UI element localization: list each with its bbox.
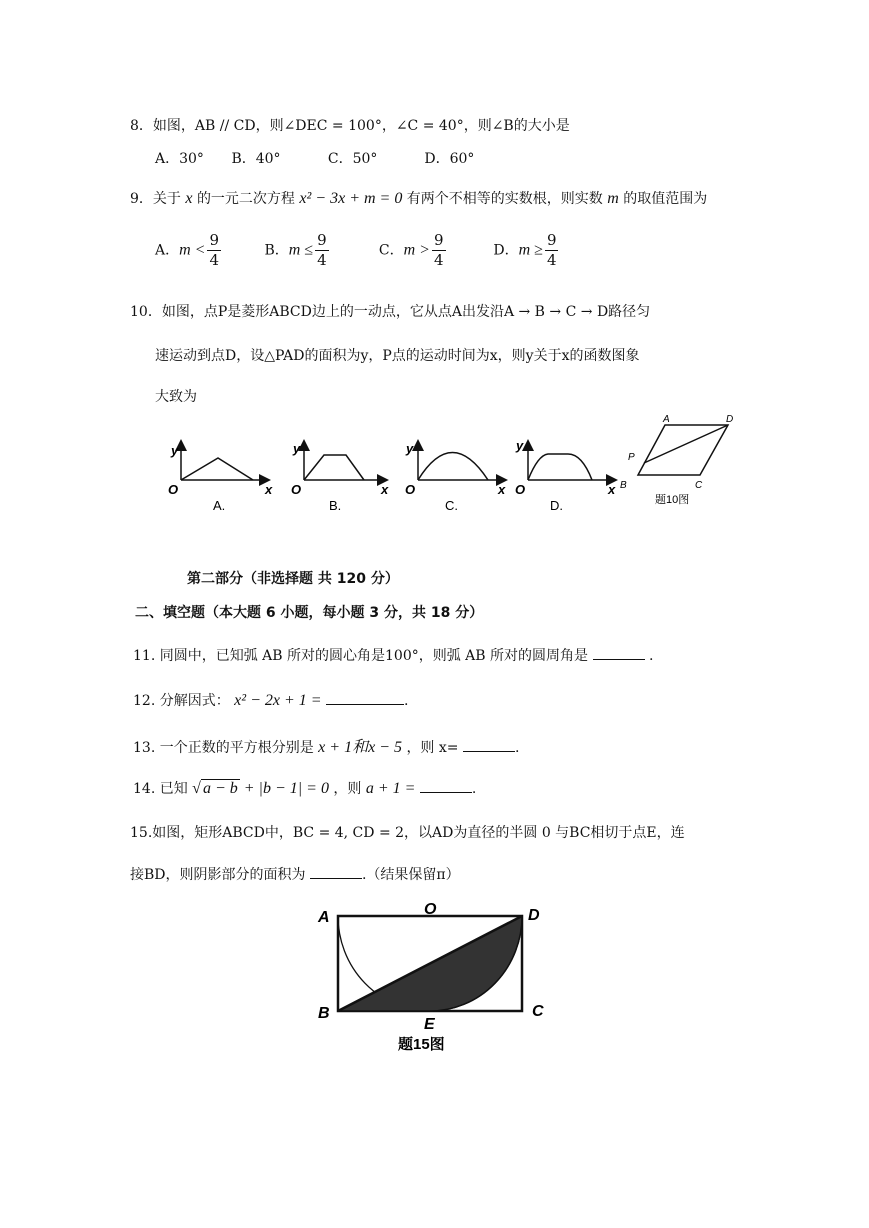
q10-b-o: O: [291, 482, 302, 497]
q13-answer-blank[interactable]: [463, 737, 515, 752]
q13-expr: x + 1和x − 5: [318, 739, 402, 756]
q15-line1: 15.如图，矩形ABCD中，BC = 4, CD = 2，以AD为直径的半圆 0 与BC相切于点E，连: [130, 825, 685, 841]
q15-caption: 题15图: [398, 1036, 445, 1053]
q10-rh-p: P: [628, 452, 635, 463]
q10-graph-a: [168, 442, 273, 513]
q13: [133, 734, 519, 757]
q10-d-label: D.: [550, 498, 563, 513]
q12-tail: .: [404, 693, 409, 709]
q10-a-label: A.: [213, 498, 226, 513]
q10-line2: 速运动到点D，设△PAD的面积为y，P点的运动时间为x，则y关于x的函数图象: [155, 348, 640, 364]
q10-c-o: O: [405, 482, 416, 497]
q10-line3: 大致为: [155, 389, 197, 405]
q10-c-label: C.: [445, 498, 458, 513]
q9-option-a: A．m < $\frac{9}{4}$: [155, 231, 220, 269]
q10-graph-b: [291, 441, 389, 513]
q10-a-o: O: [168, 482, 179, 497]
q10-c-x: x: [498, 482, 506, 497]
q15-label-d: D: [528, 907, 540, 924]
q14-expr2: a + 1 =: [365, 780, 416, 797]
q15-answer-blank[interactable]: [310, 864, 362, 879]
q9-options: [155, 233, 560, 268]
q12-answer-blank[interactable]: [326, 690, 404, 705]
q10-rh-a: A: [663, 414, 670, 425]
q11-tail: .: [648, 648, 654, 664]
q10-d-y: y: [516, 438, 524, 453]
q14-mid: ，则: [333, 781, 362, 797]
q10-rhombus-figure: [620, 414, 733, 506]
q15-text-end: .（结果保留π）: [361, 867, 460, 883]
q9-text-start: 9．关于: [130, 191, 181, 207]
q14-answer-blank[interactable]: [420, 778, 472, 793]
q9-option-c: C．m > $\frac{9}{4}$: [378, 231, 444, 269]
q8-option-b: B．40°: [231, 151, 281, 167]
section-fill-in: 二、填空题（本大题 6 小题，每小题 3 分，共 18 分）: [135, 605, 484, 621]
q13-mid: ，则 x=: [406, 740, 459, 756]
q9-text-end: 有两个不相等的实数根，则实数: [406, 191, 603, 207]
q9-var-x: x: [185, 190, 193, 207]
q15-label-o: O: [424, 901, 437, 918]
q9-text-tail: 的取值范围为: [623, 191, 708, 207]
q15-text-start: 接BD，则阴影部分的面积为: [130, 867, 306, 883]
q10-b-label: B.: [329, 498, 342, 513]
q13-text: 13. 一个正数的平方根分别是: [133, 740, 314, 756]
q11: [133, 645, 653, 665]
q14: [133, 778, 476, 798]
q10-b-x: x: [381, 482, 389, 497]
q14-expr: √ a − b + |b − 1| = 0: [192, 780, 329, 797]
q14-tail: .: [471, 781, 477, 797]
q8-option-c: C．50°: [327, 151, 378, 167]
q12-text: 12. 分解因式：: [133, 693, 230, 709]
q10-a-x: x: [265, 482, 273, 497]
q10-figures: [158, 410, 758, 520]
q14-sqrt-arg: a − b: [202, 780, 238, 797]
q10-rh-c: C: [695, 480, 703, 491]
q11-answer-blank[interactable]: [593, 645, 645, 660]
q11-text: 11. 同圆中，已知弧 AB 所对的圆心角是100°，则弧 AB 所对的圆周角是: [133, 648, 589, 664]
q9-option-b: B．m ≤ $\frac{9}{4}$: [264, 231, 327, 269]
q9-option-d: D．m ≥ $\frac{9}{4}$: [493, 231, 557, 269]
q8-options: [155, 148, 474, 168]
q12-expr: x² − 2x + 1 =: [234, 692, 322, 709]
q10-b-y: y: [293, 441, 301, 456]
q9-var-m: m: [607, 190, 619, 207]
q8-option-a: A．30°: [155, 151, 204, 167]
q9-text-mid: 的一元二次方程: [196, 191, 295, 207]
q15-label-a: A: [318, 909, 330, 926]
q15-label-e: E: [424, 1016, 435, 1033]
q10-a-y: y: [171, 443, 179, 458]
q10-line1: 10．如图，点P是菱形ABCD边上的一动点，它从点A出发沿A → B → C → D路径匀: [130, 304, 651, 320]
q15-figure: [310, 898, 560, 1058]
q15-line2: [130, 864, 460, 884]
q10-rh-b: B: [620, 480, 627, 491]
q8-text: 8．如图，AB // CD，则∠DEC = 100°，∠C = 40°，则∠B的大小是: [130, 118, 570, 134]
q10-d-o: O: [515, 482, 526, 497]
q10-c-y: y: [406, 441, 414, 456]
q15-label-b: B: [318, 1005, 330, 1022]
q8-option-d: D．60°: [424, 151, 475, 167]
q15-label-c: C: [532, 1003, 544, 1020]
q9-equation: x² − 3x + m = 0: [299, 190, 403, 207]
q14-expr-rest: + |b − 1| = 0: [239, 780, 329, 797]
q10-graph-d: [515, 438, 616, 513]
q13-tail: .: [514, 740, 520, 756]
q9-text: [130, 188, 707, 208]
q12: [133, 690, 408, 710]
q10-graph-c: [405, 441, 506, 513]
part2-title: 第二部分（非选择题 共 120 分）: [187, 571, 399, 587]
q14-text: 14. 已知: [133, 781, 188, 797]
q10-rh-d: D: [726, 414, 734, 425]
q10-caption: 题10图: [655, 494, 690, 506]
q10-d-x: x: [608, 482, 616, 497]
